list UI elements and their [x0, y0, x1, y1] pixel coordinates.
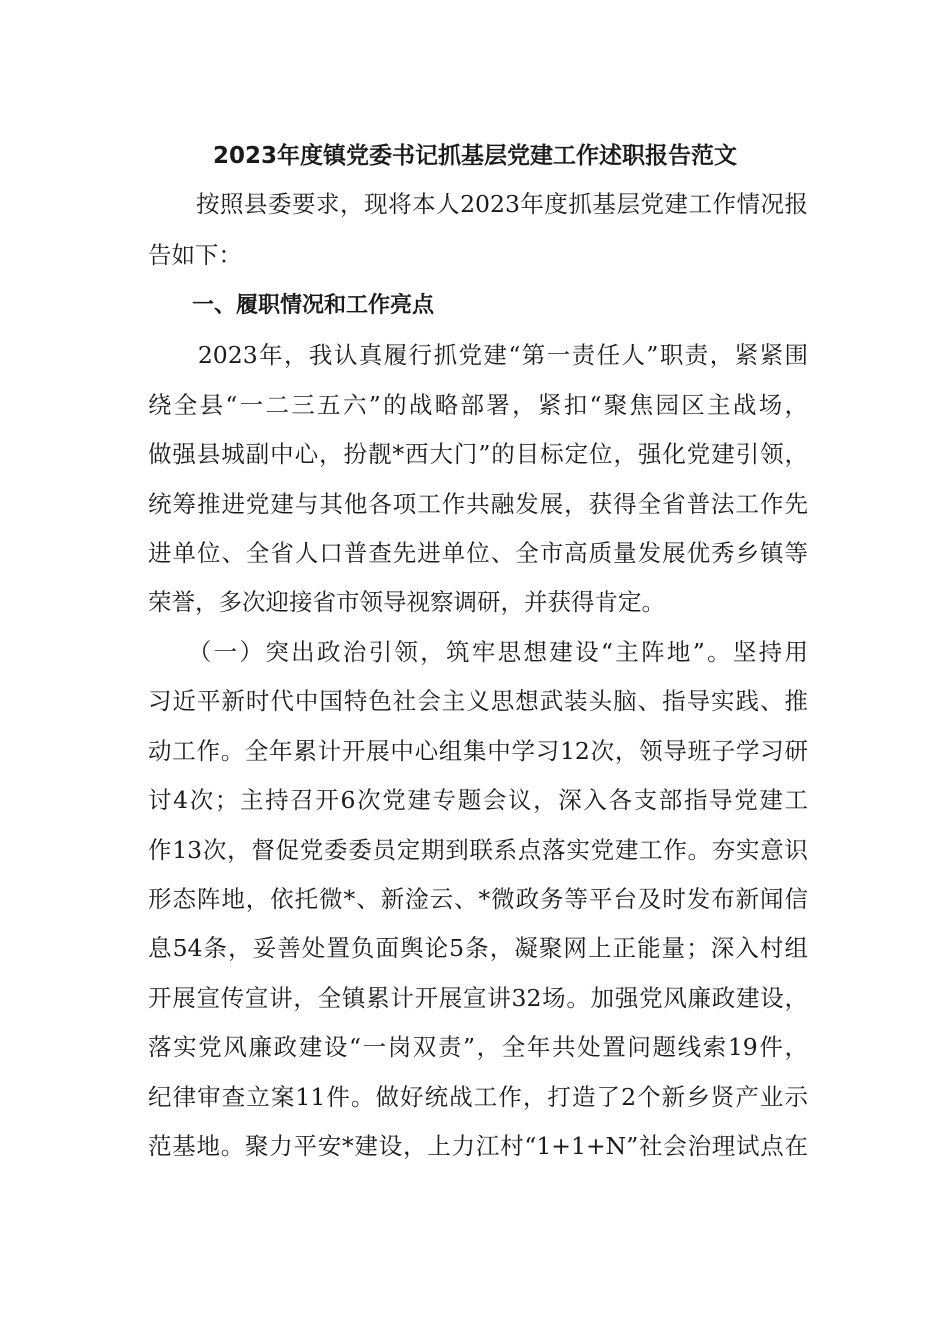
para1-line-1: 2023年，我认真履行抓党建“第一责任人”职责，紧紧围	[148, 341, 808, 369]
para2-line-2: 习近平新时代中国特色社会主义思想武装头脑、指导实践、推	[148, 687, 808, 715]
section-1-heading: 一、履职情况和工作亮点	[148, 293, 435, 318]
para2-line-1: （一）突出政治引领，筑牢思想建设“主阵地”。坚持用	[148, 638, 808, 666]
para1-line-2: 绕全县“一二三五六”的战略部署，紧扣“聚焦园区主战场，	[148, 391, 808, 419]
para2-line-3: 动工作。全年累计开展中心组集中学习12次，领导班子学习研	[148, 737, 808, 765]
para1-line-3: 做强县城副中心，扮靓*西大门”的目标定位，强化党建引领，	[148, 440, 808, 468]
intro-line-2: 告如下：	[148, 241, 242, 269]
intro-line-1: 按照县委要求，现将本人2023年度抓基层党建工作情况报	[148, 190, 808, 218]
para2-line-6: 形态阵地，依托微*、新淦云、*微政务等平台及时发布新闻信	[148, 885, 808, 913]
document-title: 2023年度镇党委书记抓基层党建工作述职报告范文	[212, 143, 737, 169]
para2-line-5: 作13次，督促党委委员定期到联系点落实党建工作。夯实意识	[148, 836, 808, 864]
para2-line-4: 讨4次；主持召开6次党建专题会议，深入各支部指导党建工	[148, 786, 808, 814]
para1-line-4: 统筹推进党建与其他各项工作共融发展，获得全省普法工作先	[148, 490, 808, 518]
para1-line-6: 荣誉，多次迎接省市领导视察调研，并获得肯定。	[148, 588, 665, 616]
para1-line-5: 进单位、全省人口普查先进单位、全市高质量发展优秀乡镇等	[148, 539, 808, 567]
para2-line-7: 息54条，妥善处置负面舆论5条，凝聚网上正能量；深入村组	[148, 934, 808, 962]
para2-line-8: 开展宣传宣讲，全镇累计开展宣讲32场。加强党风廉政建设，	[148, 984, 808, 1012]
para2-line-11: 范基地。聚力平安*建设，上力江村“1+1+N”社会治理试点在	[148, 1132, 808, 1160]
para2-line-10: 纪律审查立案11件。做好统战工作，打造了2个新乡贤产业示	[148, 1083, 808, 1111]
para2-line-9: 落实党风廉政建设“一岗双责”，全年共处置问题线索19件，	[148, 1033, 808, 1061]
